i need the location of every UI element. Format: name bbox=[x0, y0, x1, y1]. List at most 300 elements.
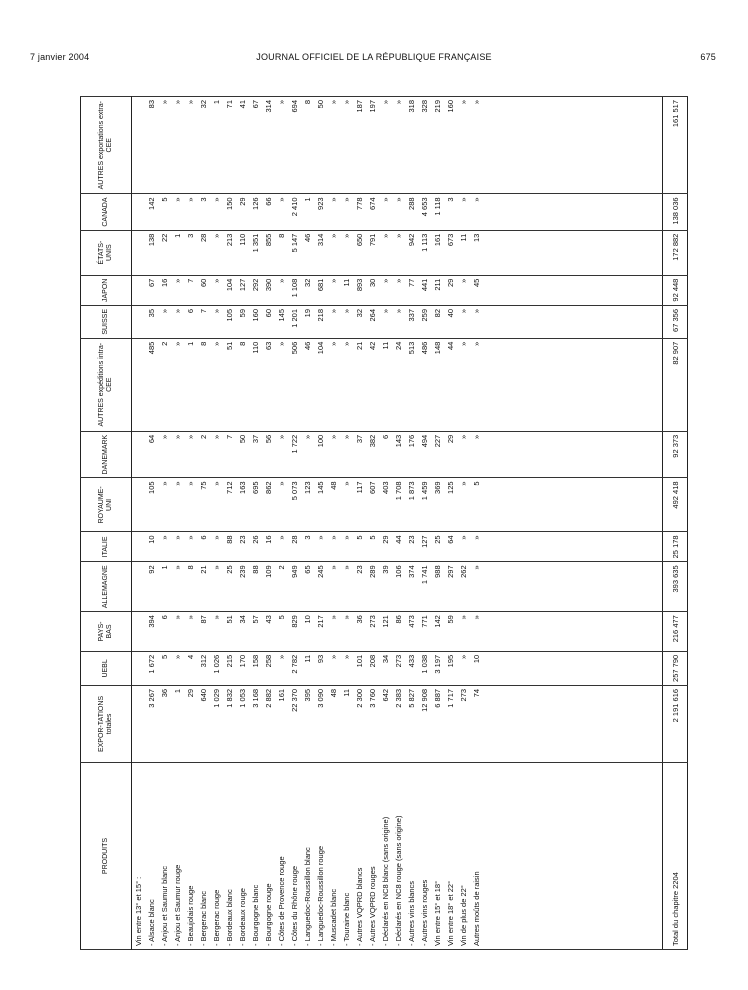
table-cell: 32 bbox=[301, 275, 314, 305]
table-cell: 170 bbox=[236, 651, 249, 685]
row-label: - Bourgogne rouge bbox=[262, 763, 275, 950]
table-cell: 82 bbox=[431, 305, 444, 338]
table-cell: 10 bbox=[470, 651, 483, 685]
table-cell bbox=[132, 651, 146, 685]
table-cell: 60 bbox=[262, 305, 275, 338]
table-cell: » bbox=[171, 532, 184, 562]
table-cell: 35 bbox=[145, 305, 158, 338]
table-cell: 60 bbox=[197, 275, 210, 305]
table-cell: 32 bbox=[353, 305, 366, 338]
table-cell: 126 bbox=[249, 194, 262, 230]
table-cell: » bbox=[327, 612, 340, 652]
table-cell: » bbox=[457, 612, 470, 652]
table-cell: 258 bbox=[262, 651, 275, 685]
table-cell bbox=[132, 230, 146, 275]
table-cell: 3 bbox=[301, 532, 314, 562]
table-cell: 67 bbox=[145, 275, 158, 305]
table-cell: 3 267 bbox=[145, 685, 158, 762]
table-cell: 21 bbox=[353, 338, 366, 431]
spacer-cell bbox=[483, 685, 663, 762]
table-cell: » bbox=[327, 305, 340, 338]
table-cell: » bbox=[340, 612, 353, 652]
table-cell: 1 672 bbox=[145, 651, 158, 685]
table-cell: » bbox=[210, 275, 223, 305]
total-cell: 138 036 bbox=[663, 194, 688, 230]
table-cell: 273 bbox=[457, 685, 470, 762]
table-cell: » bbox=[340, 431, 353, 478]
table-cell: 6 bbox=[379, 431, 392, 478]
table-cell: 6 bbox=[158, 612, 171, 652]
table-cell: 11 bbox=[340, 685, 353, 762]
table-cell: 227 bbox=[431, 431, 444, 478]
table-row bbox=[353, 97, 366, 950]
table-cell: 1 bbox=[301, 194, 314, 230]
table-cell: 1 bbox=[171, 685, 184, 762]
table-cell: 50 bbox=[314, 97, 327, 194]
table-cell: 125 bbox=[444, 478, 457, 532]
table-cell: 12 908 bbox=[418, 685, 431, 762]
table-cell: » bbox=[184, 532, 197, 562]
table-cell: 1 053 bbox=[236, 685, 249, 762]
table-cell: 4 bbox=[184, 651, 197, 685]
table-cell: » bbox=[171, 612, 184, 652]
table-cell: » bbox=[184, 97, 197, 194]
column-header: ROYAUME-UNI bbox=[81, 478, 132, 532]
spacer-cell bbox=[483, 194, 663, 230]
table-cell: 23 bbox=[236, 532, 249, 562]
table-cell: 923 bbox=[314, 194, 327, 230]
total-cell: 67 356 bbox=[663, 305, 688, 338]
table-cell: » bbox=[184, 431, 197, 478]
table-cell: 640 bbox=[197, 685, 210, 762]
table-cell: 5 bbox=[366, 532, 379, 562]
spacer-cell bbox=[483, 97, 663, 194]
table-row bbox=[249, 97, 262, 950]
table-cell: » bbox=[171, 305, 184, 338]
total-cell: 257 790 bbox=[663, 651, 688, 685]
table-cell: 893 bbox=[353, 275, 366, 305]
table-row bbox=[158, 97, 171, 950]
column-header: EXPOR-TATIONS totales bbox=[81, 685, 132, 762]
total-label: Total du chapitre 2204 bbox=[663, 763, 688, 950]
table-cell bbox=[132, 338, 146, 431]
table-cell: » bbox=[275, 431, 288, 478]
table-cell: 51 bbox=[223, 338, 236, 431]
table-cell: » bbox=[210, 305, 223, 338]
spacer-cell bbox=[483, 275, 663, 305]
spacer-cell bbox=[483, 612, 663, 652]
table-cell: 145 bbox=[314, 478, 327, 532]
table-row bbox=[457, 97, 470, 950]
total-cell: 172 882 bbox=[663, 230, 688, 275]
table-cell: 1 038 bbox=[418, 651, 431, 685]
table-cell: 862 bbox=[262, 478, 275, 532]
table-cell: 369 bbox=[431, 478, 444, 532]
table-cell: » bbox=[340, 562, 353, 612]
table-cell: 22 bbox=[158, 230, 171, 275]
table-cell: 25 bbox=[223, 562, 236, 612]
table-cell: 127 bbox=[418, 532, 431, 562]
table-row bbox=[288, 97, 301, 950]
table-cell: 75 bbox=[197, 478, 210, 532]
header-page-number: 675 bbox=[700, 52, 716, 62]
table-cell: 46 bbox=[301, 230, 314, 275]
column-header: CANADA bbox=[81, 194, 132, 230]
table-cell: 273 bbox=[366, 612, 379, 652]
table-cell: 29 bbox=[444, 431, 457, 478]
table-cell: 7 bbox=[223, 431, 236, 478]
row-label: - Languedoc-Roussillon blanc bbox=[301, 763, 314, 950]
table-cell: » bbox=[171, 562, 184, 612]
table-cell: 314 bbox=[314, 230, 327, 275]
table-cell: » bbox=[379, 305, 392, 338]
table-cell: 6 887 bbox=[431, 685, 444, 762]
table-cell: 48 bbox=[327, 685, 340, 762]
table-cell: » bbox=[210, 230, 223, 275]
row-label: Vin entre 18° et 22° bbox=[444, 763, 457, 950]
table-cell: 106 bbox=[392, 562, 405, 612]
table-cell: 1 108 bbox=[288, 275, 301, 305]
table-cell: 138 bbox=[145, 230, 158, 275]
table-cell: 163 bbox=[236, 478, 249, 532]
table-cell: 778 bbox=[353, 194, 366, 230]
table-cell: » bbox=[379, 275, 392, 305]
table-cell bbox=[132, 532, 146, 562]
table-cell: 121 bbox=[379, 612, 392, 652]
table-cell: » bbox=[171, 651, 184, 685]
table-cell: 1 bbox=[184, 338, 197, 431]
table-cell: » bbox=[275, 194, 288, 230]
table-cell: 64 bbox=[444, 532, 457, 562]
table-row bbox=[301, 97, 314, 950]
table-cell: 213 bbox=[223, 230, 236, 275]
table-cell: 40 bbox=[444, 305, 457, 338]
spacer-cell bbox=[483, 431, 663, 478]
table-cell: 791 bbox=[366, 230, 379, 275]
table-cell: 100 bbox=[314, 431, 327, 478]
table-cell: 211 bbox=[431, 275, 444, 305]
table-row bbox=[197, 97, 210, 950]
table-cell: » bbox=[470, 532, 483, 562]
table-cell: 39 bbox=[379, 562, 392, 612]
table-cell: 8 bbox=[236, 338, 249, 431]
table-cell: » bbox=[340, 305, 353, 338]
table-row bbox=[366, 97, 379, 950]
table-cell: 36 bbox=[158, 685, 171, 762]
table-cell: 382 bbox=[366, 431, 379, 478]
table-cell: 855 bbox=[262, 230, 275, 275]
table-cell: 29 bbox=[236, 194, 249, 230]
row-label: - Alsace blanc bbox=[145, 763, 158, 950]
table-row bbox=[210, 97, 223, 950]
row-label: - Bordeaux blanc bbox=[223, 763, 236, 950]
table-cell: 1 201 bbox=[288, 305, 301, 338]
table-cell: 56 bbox=[262, 431, 275, 478]
table-cell: 160 bbox=[444, 97, 457, 194]
table-row bbox=[444, 97, 457, 950]
table-cell: 43 bbox=[262, 612, 275, 652]
table-cell bbox=[132, 562, 146, 612]
table-cell: 712 bbox=[223, 478, 236, 532]
table-cell: 29 bbox=[379, 532, 392, 562]
table-cell: 104 bbox=[223, 275, 236, 305]
table-cell: 433 bbox=[405, 651, 418, 685]
table-cell: 11 bbox=[340, 275, 353, 305]
table-cell: » bbox=[470, 338, 483, 431]
row-label: - Bergerac rouge bbox=[210, 763, 223, 950]
table-cell: 105 bbox=[145, 478, 158, 532]
table-cell: » bbox=[275, 97, 288, 194]
table-cell bbox=[132, 97, 146, 194]
row-label: - Autres VQPRD rouges bbox=[366, 763, 379, 950]
table-cell: 289 bbox=[366, 562, 379, 612]
table-cell: 942 bbox=[405, 230, 418, 275]
table-cell: 2 bbox=[275, 562, 288, 612]
table-cell: 34 bbox=[379, 651, 392, 685]
table-cell: 65 bbox=[301, 562, 314, 612]
table-cell: » bbox=[327, 194, 340, 230]
table-cell: 187 bbox=[353, 97, 366, 194]
table-cell: » bbox=[327, 338, 340, 431]
column-header: JAPON bbox=[81, 275, 132, 305]
row-label: - Touraine blanc bbox=[340, 763, 353, 950]
column-header: AUTRES exportations extra-CEE bbox=[81, 97, 132, 194]
table-cell bbox=[132, 275, 146, 305]
table-cell: 30 bbox=[366, 275, 379, 305]
table-cell: 403 bbox=[379, 478, 392, 532]
table-cell: 64 bbox=[145, 431, 158, 478]
table-cell: 145 bbox=[275, 305, 288, 338]
table-cell: 71 bbox=[223, 97, 236, 194]
table-cell: 337 bbox=[405, 305, 418, 338]
table-cell bbox=[132, 431, 146, 478]
table-cell: 318 bbox=[405, 97, 418, 194]
rotated-table-frame bbox=[80, 96, 688, 950]
table-cell: 16 bbox=[158, 275, 171, 305]
table-row bbox=[340, 97, 353, 950]
table-row bbox=[275, 97, 288, 950]
table-cell: » bbox=[210, 194, 223, 230]
table-cell: 29 bbox=[444, 275, 457, 305]
table-row bbox=[132, 97, 146, 950]
table-cell: 829 bbox=[288, 612, 301, 652]
table-cell: » bbox=[470, 612, 483, 652]
table-cell: » bbox=[171, 97, 184, 194]
table-cell: 771 bbox=[418, 612, 431, 652]
total-cell: 393 635 bbox=[663, 562, 688, 612]
total-cell: 216 477 bbox=[663, 612, 688, 652]
table-cell: 41 bbox=[236, 97, 249, 194]
table-cell: 215 bbox=[223, 651, 236, 685]
table-cell: 110 bbox=[249, 338, 262, 431]
table-cell: 143 bbox=[392, 431, 405, 478]
row-label: Autres moûts de raisin bbox=[470, 763, 483, 950]
spacer-cell bbox=[483, 562, 663, 612]
table-cell: 127 bbox=[236, 275, 249, 305]
table-cell: » bbox=[327, 275, 340, 305]
table-cell: 161 bbox=[431, 230, 444, 275]
spacer-cell bbox=[483, 532, 663, 562]
table-cell: » bbox=[275, 338, 288, 431]
table-cell: 87 bbox=[197, 612, 210, 652]
table-cell: 239 bbox=[236, 562, 249, 612]
table-cell: 2 782 bbox=[288, 651, 301, 685]
table-cell: 642 bbox=[379, 685, 392, 762]
table-cell: 219 bbox=[431, 97, 444, 194]
table-cell: 1 bbox=[171, 230, 184, 275]
table-cell: 92 bbox=[145, 562, 158, 612]
total-cell: 25 178 bbox=[663, 532, 688, 562]
table-row bbox=[470, 97, 483, 950]
total-cell: 92 373 bbox=[663, 431, 688, 478]
table-cell: 11 bbox=[379, 338, 392, 431]
table-cell: » bbox=[327, 532, 340, 562]
table-cell bbox=[132, 194, 146, 230]
row-label: - Autres vins blancs bbox=[405, 763, 418, 950]
table-cell: 34 bbox=[236, 612, 249, 652]
table-cell: » bbox=[392, 275, 405, 305]
spacer-row bbox=[483, 97, 663, 950]
table-cell: 262 bbox=[457, 562, 470, 612]
table-cell: » bbox=[470, 431, 483, 478]
table-row bbox=[262, 97, 275, 950]
table-cell: » bbox=[158, 478, 171, 532]
table-cell: » bbox=[457, 431, 470, 478]
table-cell: 83 bbox=[145, 97, 158, 194]
row-label: - Beaujolais rouge bbox=[184, 763, 197, 950]
total-row bbox=[663, 97, 688, 950]
table-cell: 8 bbox=[184, 562, 197, 612]
export-table bbox=[80, 96, 688, 950]
table-cell: » bbox=[184, 194, 197, 230]
table-cell: 217 bbox=[314, 612, 327, 652]
column-header: DANEMARK bbox=[81, 431, 132, 478]
table-row bbox=[184, 97, 197, 950]
table-cell: 673 bbox=[444, 230, 457, 275]
table-cell: 694 bbox=[288, 97, 301, 194]
table-cell: » bbox=[210, 612, 223, 652]
table-cell: » bbox=[275, 651, 288, 685]
total-cell: 82 907 bbox=[663, 338, 688, 431]
table-row bbox=[418, 97, 431, 950]
table-cell: 5 bbox=[470, 478, 483, 532]
table-cell: 29 bbox=[184, 685, 197, 762]
table-cell: 44 bbox=[444, 338, 457, 431]
table-cell: 44 bbox=[392, 532, 405, 562]
table-cell: » bbox=[457, 305, 470, 338]
table-cell: » bbox=[171, 478, 184, 532]
table-cell bbox=[132, 685, 146, 762]
table-cell: » bbox=[340, 651, 353, 685]
table-cell: » bbox=[392, 230, 405, 275]
table-cell: 650 bbox=[353, 230, 366, 275]
table-cell: 288 bbox=[405, 194, 418, 230]
table-cell bbox=[132, 305, 146, 338]
table-cell: 51 bbox=[223, 612, 236, 652]
table-cell: 11 bbox=[301, 651, 314, 685]
table-cell: 57 bbox=[249, 612, 262, 652]
row-label: Vin de plus de 22° bbox=[457, 763, 470, 950]
table-cell: » bbox=[340, 97, 353, 194]
column-header: ITALIE bbox=[81, 532, 132, 562]
table-cell: 273 bbox=[392, 651, 405, 685]
table-cell: » bbox=[171, 275, 184, 305]
table-cell: 208 bbox=[366, 651, 379, 685]
table-cell: 607 bbox=[366, 478, 379, 532]
table-cell: » bbox=[327, 431, 340, 478]
table-cell: » bbox=[457, 338, 470, 431]
table-cell: » bbox=[379, 194, 392, 230]
table-cell: 21 bbox=[197, 562, 210, 612]
table-cell: 45 bbox=[470, 275, 483, 305]
table-cell: » bbox=[470, 97, 483, 194]
table-cell: 1 722 bbox=[288, 431, 301, 478]
table-cell: 109 bbox=[262, 562, 275, 612]
table-cell: 681 bbox=[314, 275, 327, 305]
table-cell: 50 bbox=[236, 431, 249, 478]
table-cell: 5 147 bbox=[288, 230, 301, 275]
table-cell: 674 bbox=[366, 194, 379, 230]
table-cell: » bbox=[340, 532, 353, 562]
row-label: - Bergerac blanc bbox=[197, 763, 210, 950]
table-cell: 2 383 bbox=[392, 685, 405, 762]
header-date: 7 janvier 2004 bbox=[30, 52, 90, 62]
table-cell: » bbox=[470, 305, 483, 338]
table-cell: 150 bbox=[223, 194, 236, 230]
table-cell bbox=[132, 612, 146, 652]
column-header: UEBL bbox=[81, 651, 132, 685]
row-label: - Anjou et Saumur blanc bbox=[158, 763, 171, 950]
table-cell: 142 bbox=[145, 194, 158, 230]
table-cell: 1 118 bbox=[431, 194, 444, 230]
table-cell: 25 bbox=[431, 532, 444, 562]
table-cell: 1 741 bbox=[418, 562, 431, 612]
column-header: ÉTATS-UNIS bbox=[81, 230, 132, 275]
table-cell: » bbox=[158, 305, 171, 338]
row-label: - Languedoc-Roussillon rouge bbox=[314, 763, 327, 950]
table-cell: » bbox=[379, 230, 392, 275]
table-cell: 77 bbox=[405, 275, 418, 305]
table-cell: 292 bbox=[249, 275, 262, 305]
table-cell: 695 bbox=[249, 478, 262, 532]
table-cell: 473 bbox=[405, 612, 418, 652]
table-cell: 37 bbox=[353, 431, 366, 478]
table-cell: 3 bbox=[197, 194, 210, 230]
table-cell: 264 bbox=[366, 305, 379, 338]
table-cell: 158 bbox=[249, 651, 262, 685]
table-cell: 104 bbox=[314, 338, 327, 431]
table-cell: » bbox=[184, 612, 197, 652]
table-cell: » bbox=[210, 478, 223, 532]
table-cell: 312 bbox=[197, 651, 210, 685]
row-label: - Déclarés en NC8 blanc (sans origine) bbox=[379, 763, 392, 950]
table-cell: 390 bbox=[262, 275, 275, 305]
table-cell: » bbox=[275, 532, 288, 562]
table-cell: » bbox=[340, 230, 353, 275]
table-cell: » bbox=[340, 194, 353, 230]
table-cell: 117 bbox=[353, 478, 366, 532]
table-cell: 197 bbox=[366, 97, 379, 194]
table-cell: 6 bbox=[197, 532, 210, 562]
table-cell: 63 bbox=[262, 338, 275, 431]
table-cell: 161 bbox=[275, 685, 288, 762]
table-cell: » bbox=[379, 97, 392, 194]
table-cell: 395 bbox=[301, 685, 314, 762]
table-cell: 506 bbox=[288, 338, 301, 431]
table-cell: » bbox=[210, 562, 223, 612]
table-cell: 8 bbox=[301, 97, 314, 194]
table-cell: 1 bbox=[210, 97, 223, 194]
